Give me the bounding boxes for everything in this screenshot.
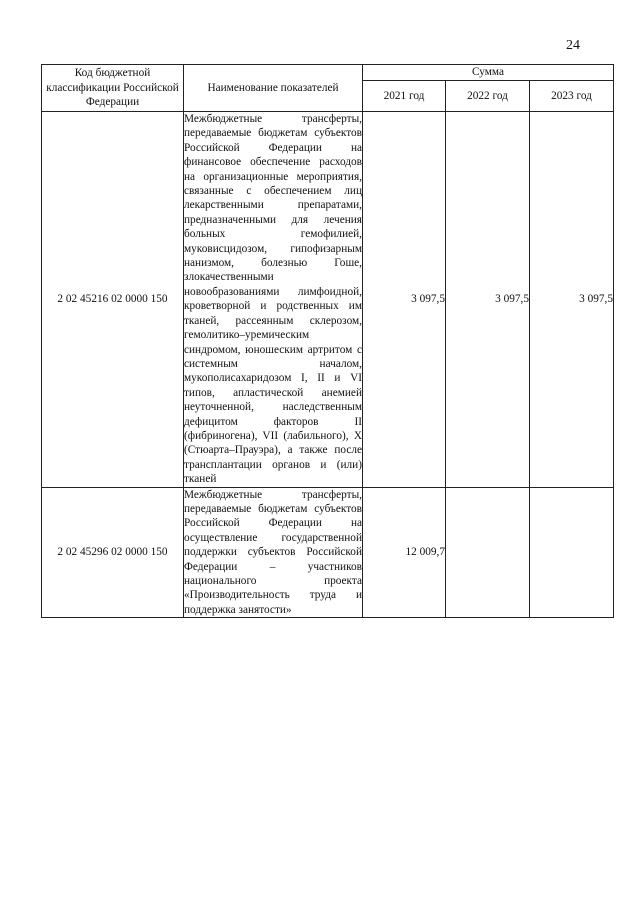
row-value-2021: 12 009,7 <box>363 487 446 618</box>
header-row <box>42 65 614 81</box>
header-name: Наименование показателей <box>184 65 363 112</box>
header-year-2023: 2023 год <box>530 81 614 112</box>
header-year-2021: 2021 год <box>363 81 446 112</box>
page-number: 24 <box>566 38 580 53</box>
row-value-2021: 3 097,5 <box>363 112 446 488</box>
row-name: Межбюджетные трансферты, передаваемые бюджетам субъектов Российской Федерации на осуществление государственной поддержки субъектов Российской Федерации – участников национального проекта «Производительность труда и поддержка занятости» <box>184 488 362 616</box>
budget-table <box>41 64 614 618</box>
header-year-2022: 2022 год <box>446 81 530 112</box>
header-code: Код бюджетной классификации Российской Федерации <box>42 65 184 112</box>
row-value-2023: 3 097,5 <box>530 112 614 488</box>
row-code: 2 02 45216 02 0000 150 <box>42 112 184 488</box>
row-value-2022 <box>446 487 530 618</box>
table-row <box>42 112 614 488</box>
row-code: 2 02 45296 02 0000 150 <box>42 487 184 618</box>
header-sum: Сумма <box>363 65 614 81</box>
row-value-2023 <box>530 487 614 618</box>
table-row <box>42 487 614 618</box>
row-name: Межбюджетные трансферты, передаваемые бюджетам субъектов Российской Федерации на финансовое обеспечение расходов на организационные мероприятия, связанные с обеспечением лиц лекарственными препаратами, предназначенными для лечения больных гемофилией, муковисцидозом, гипофизарным нанизмом, болезнью Гоше, злокачественными новообразованиями лимфоидной, кроветворной и родственных им тканей, рассеянным склерозом, гемолитико–уремическим синдромом, юношеским артритом с системным началом, мукополисахаридозом I, II и VI типов, апластической анемией неуточненной, наследственным дефицитом факторов II (фибриногена), VII (лабильного), X (Стюарта–Прауэра), а также после трансплантации органов и (или) тканей <box>184 113 362 486</box>
row-value-2022: 3 097,5 <box>446 112 530 488</box>
